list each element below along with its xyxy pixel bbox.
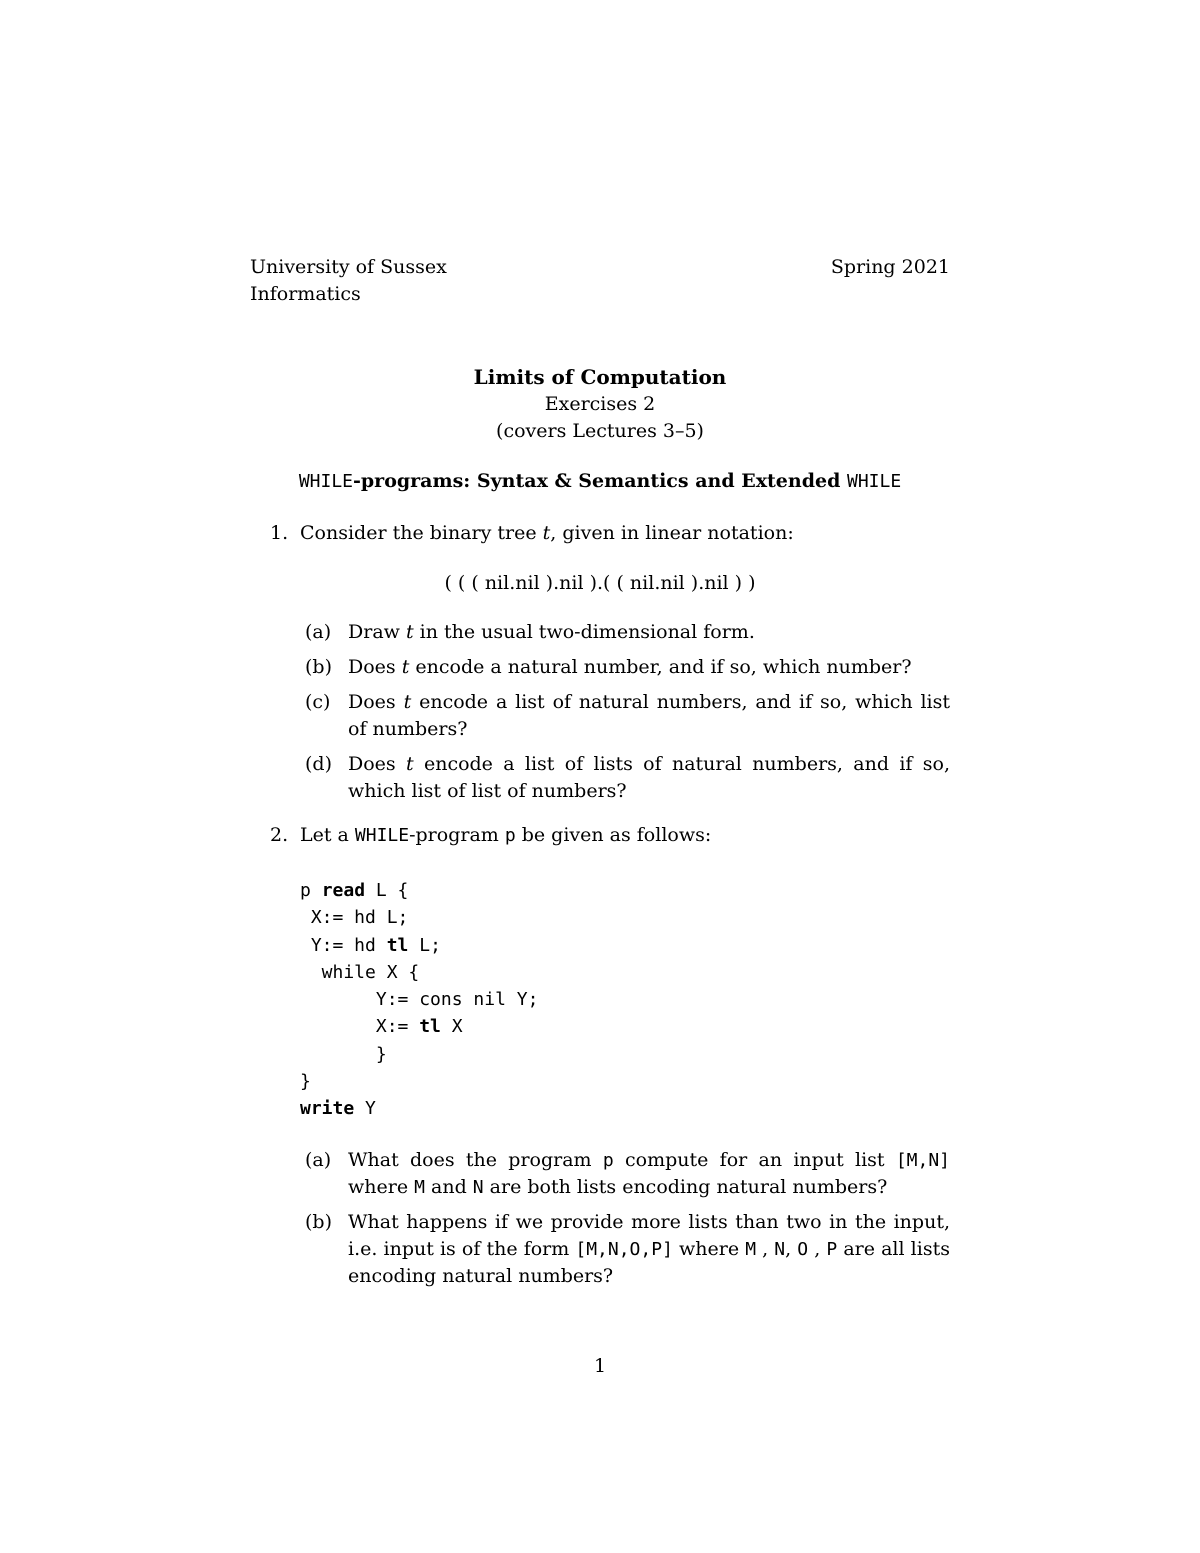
- question-2: [270, 824, 970, 851]
- title-block: [0, 364, 1200, 445]
- covers-note: (covers Lectures 3–5): [496, 420, 704, 442]
- question-1: [270, 522, 970, 549]
- q2-part-a: (a) What does the program p compute for an input list [M,N] where M and N are both lists encoding natural numbers?: [305, 1149, 951, 1198]
- question-1-text: Consider the binary tree t, given in linear notation:: [300, 522, 794, 544]
- section-heading: [0, 470, 1200, 492]
- tree-formula: ( ( ( nil.nil ).nil ).( ( nil.nil ).nil ) ): [444, 572, 756, 594]
- course-title: Limits of Computation: [473, 365, 727, 389]
- section-kw1: WHILE: [298, 471, 354, 492]
- institution: University of Sussex: [250, 256, 447, 278]
- page-number: 1: [593, 1355, 607, 1377]
- q1-part-a: (a) Draw t in the usual two-dimensional form.: [305, 621, 755, 643]
- q1-part-d: (d) Does t encode a list of lists of natural numbers, and if so, which list of list of numbers?: [305, 753, 950, 802]
- q1-part-b: (b) Does t encode a natural number, and if so, which number?: [305, 656, 912, 678]
- code-block: p read L { X:= hd L; Y:= hd tl L; while X { Y:= cons nil Y; X:= tl X } } write Y: [300, 880, 539, 1120]
- section-mid: -programs: Syntax & Semantics and Extended: [353, 470, 847, 492]
- question-2-number: 2.: [270, 824, 289, 846]
- q1-part-c: (c) Does t encode a list of natural numbers, and if so, which list of numbers?: [305, 691, 950, 740]
- sheet-title: Exercises 2: [544, 393, 656, 415]
- section-kw2: WHILE: [846, 471, 902, 492]
- department: Informatics: [250, 283, 361, 305]
- q2-part-b: (b) What happens if we provide more lists than two in the input, i.e. input is of the form [M,N,O,P] where M , N, O , P are all lists encoding natural numbers?: [305, 1211, 950, 1287]
- header-left: [250, 254, 447, 308]
- question-1-number: 1.: [270, 522, 289, 544]
- term: Spring 2021: [830, 256, 950, 278]
- question-2-text: Let a WHILE-program p be given as follows:: [300, 824, 712, 846]
